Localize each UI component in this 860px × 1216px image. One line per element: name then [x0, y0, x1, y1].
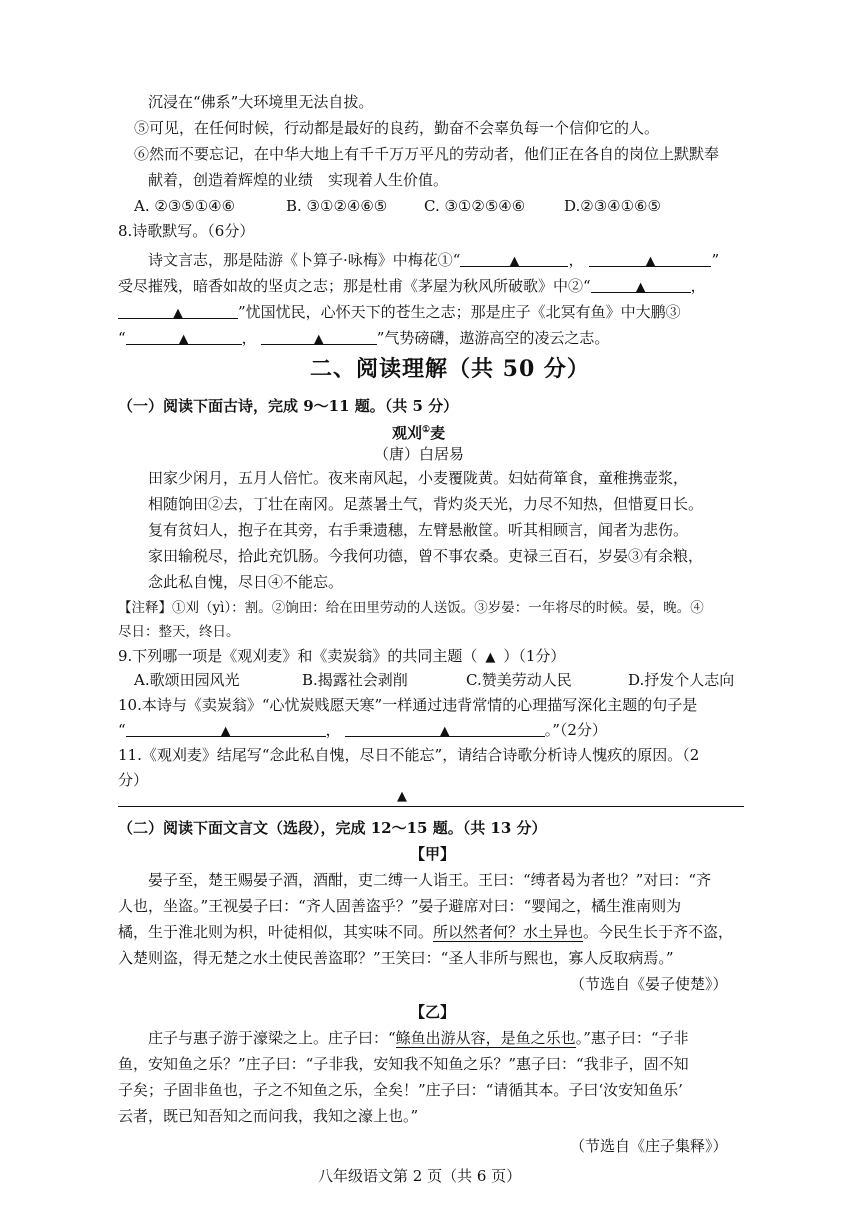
q11-stem-cont: 分） — [118, 771, 149, 789]
q8-line-3: ▲ ”忧国忧民，心怀天下的苍生之志；那是庄子《北冥有鱼》中大鹏③ — [118, 302, 681, 322]
passage-line: 云者，既已知吾知之而问我，我知之濠上也。” — [118, 1107, 419, 1125]
poem-line: 家田输税尽，拾此充饥肠。今我何功德，曾不事农桑。吏禄三百石，岁晏③有余粮， — [148, 547, 704, 565]
poem-line: 相随饷田②去，丁壮在南冈。足蒸暑土气，背灼炎天光，力尽不知热，但惜夏日长。 — [148, 495, 704, 513]
q9-stem: 9.下列哪一项是《观刈麦》和《卖炭翁》的共同主题（ ▲ ）（1分） — [118, 647, 566, 665]
poem-note: 【注释】①刈（yì）：割。②饷田：给在田里劳动的人送饭。③岁晏：一年将尽的时候。晏，晚。④ — [118, 600, 704, 616]
part1-heading: （一）阅读下面古诗，完成 9～11 题。（共 5 分） — [118, 397, 459, 415]
passage-line: 沉浸在“佛系”大环境里无法自拔。 — [148, 93, 374, 111]
q8-line-2: 受尽摧残，暗香如故的坚贞之志；那是杜甫《茅屋为秋风所破歌》中②“ ▲ ， — [118, 277, 706, 295]
answer-blank[interactable]: ▲ — [126, 720, 326, 737]
poem-note: 尽日：整天，终日。 — [118, 624, 240, 640]
q7-option-d: D.②③④①⑥⑤ — [564, 197, 661, 215]
passage-label-jia: 【甲】 — [410, 845, 456, 863]
answer-blank[interactable]: ▲ — [345, 720, 545, 737]
underlined-sentence: 鲦鱼出游从容，是鱼之乐也 — [395, 1029, 576, 1047]
answer-marker: ▲ — [397, 789, 407, 804]
passage-source: （节选自《晏子使楚》） — [570, 975, 728, 993]
passage-line: 庄子与惠子游于濠梁之上。庄子曰：“鲦鱼出游从容，是鱼之乐也。”惠子曰：“子非 — [148, 1029, 689, 1047]
passage-source: （节选自《庄子集释》） — [570, 1137, 728, 1155]
q7-option-a: A. ②③⑤①④⑥ — [134, 197, 236, 215]
part2-heading: （二）阅读下面文言文（选段），完成 12～15 题。（共 13 分） — [118, 819, 547, 837]
answer-blank[interactable]: ▲ — [261, 328, 377, 345]
page-footer: 八年级语文第 2 页（共 6 页） — [318, 1167, 522, 1185]
poem-author: （唐）白居易 — [374, 445, 465, 463]
answer-line[interactable] — [118, 806, 744, 807]
answer-blank[interactable]: ▲ — [118, 302, 238, 319]
poem-line: 念此私自愧，尽日④不能忘。 — [148, 573, 344, 591]
passage-line: 橘，生于淮北则为枳，叶徒相似，其实味不同。所以然者何？水土异也。今民生长于齐不盗， — [118, 923, 734, 941]
q7-option-b: B. ③①②④⑥⑤ — [286, 197, 388, 215]
q8-line-4: “ ▲ ， ▲ ”气势磅礴，遨游高空的凌云之志。 — [118, 329, 610, 347]
poem-title: 观刈①麦 — [392, 424, 446, 442]
passage-line: 献着，创造着辉煌的业绩 实现着人生价值。 — [148, 171, 449, 189]
passage-line: ⑤可见，在任何时候，行动都是最好的良药，勤奋不会辜负每一个信仰它的人。 — [134, 119, 660, 137]
q10-answer-line: “ ▲ ， ▲ 。”（2分） — [118, 721, 607, 739]
answer-blank[interactable]: ▲ — [460, 250, 568, 267]
q9-option-b: B.揭露社会剥削 — [302, 671, 408, 689]
poem-line: 复有贫妇人，抱子在其旁，右手秉遗穗，左臂悬敝筐。听其相顾言，闻者为悲伤。 — [148, 521, 689, 539]
q9-option-d: D.抒发个人志向 — [628, 671, 735, 689]
q11-stem: 11.《观刈麦》结尾写“念此私自愧，尽日不能忘”，请结合诗歌分析诗人愧疚的原因。（2 — [118, 746, 700, 764]
underlined-sentence: 所以然者何？水土异也 — [433, 923, 584, 941]
passage-line: 鱼，安知鱼之乐？”庄子曰：“子非我，安知我不知鱼之乐？”惠子曰：“我非子，固不知 — [118, 1055, 689, 1073]
section-title: 二、阅读理解（共 50 分） — [310, 356, 590, 382]
q8-line-1: 诗文言志，那是陆游《卜算子·咏梅》中梅花①“ ▲ ， ▲ ” — [148, 251, 720, 269]
q9-option-a: A.歌颂田园风光 — [134, 671, 240, 689]
answer-marker[interactable]: ▲ — [485, 650, 496, 665]
passage-line: ⑥然而不要忘记，在中华大地上有千千万万平凡的劳动者，他们正在各自的岗位上默默奉 — [134, 145, 720, 163]
q8-heading: 8.诗歌默写。（6分） — [118, 222, 255, 240]
passage-line: 晏子至，楚王赐晏子酒，酒酣，吏二缚一人诣王。王曰：“缚者曷为者也？”对曰：“齐 — [148, 871, 712, 889]
q9-option-c: C.赞美劳动人民 — [466, 671, 572, 689]
answer-blank[interactable]: ▲ — [591, 276, 691, 293]
passage-label-yi: 【乙】 — [410, 1003, 456, 1021]
answer-blank[interactable]: ▲ — [126, 328, 242, 345]
q10-stem: 10.本诗与《卖炭翁》“心忧炭贱愿天寒”一样通过违背常情的心理描写深化主题的句子是 — [118, 696, 698, 714]
passage-line: 人也，坐盗。”王视晏子曰：“齐人固善盗乎？”晏子避席对曰：“婴闻之，橘生淮南则为 — [118, 897, 682, 915]
poem-line: 田家少闲月，五月人倍忙。夜来南风起，小麦覆陇黄。妇姑荷箪食，童稚携壶浆， — [148, 469, 689, 487]
passage-line: 子矣；子固非鱼也，子之不知鱼之乐，全矣！”庄子曰：“请循其本。子曰‘汝安知鱼乐’ — [118, 1081, 683, 1099]
answer-blank[interactable]: ▲ — [589, 250, 711, 267]
passage-line: 入楚则盗，得无楚之水土使民善盗耶？”王笑曰：“圣人非所与熙也，寡人反取病焉。” — [118, 949, 674, 967]
q7-option-c: C. ③①②⑤④⑥ — [424, 197, 526, 215]
